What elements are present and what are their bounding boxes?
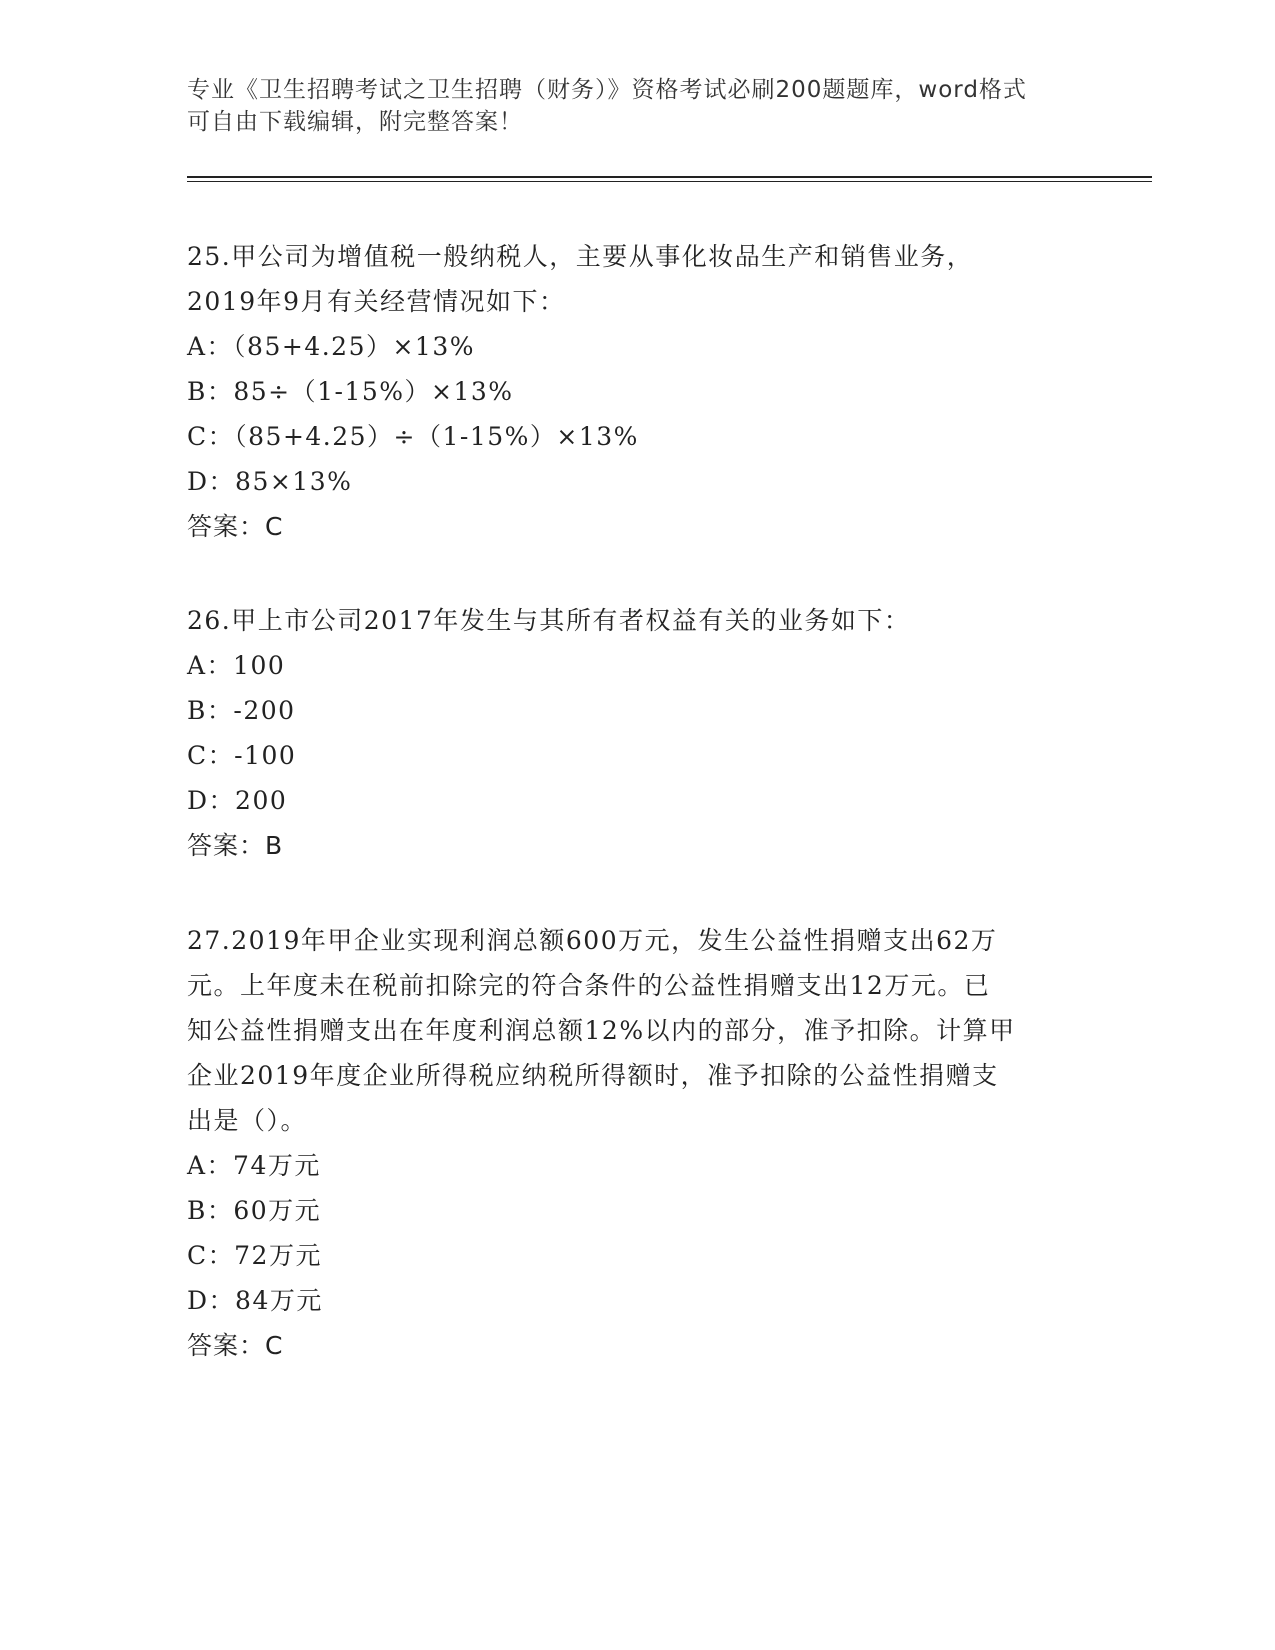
question-stem-line: 知公益性捐赠支出在年度利润总额12%以内的部分，准予扣除。计算甲 [187,1016,1016,1045]
question-stem-line: 出是（）。 [187,1106,308,1135]
document-header [187,74,1067,138]
answer-line: 答案：B [187,831,284,860]
header-line: 专业《卫生招聘考试之卫生招聘（财务）》资格考试必刷200题题库，word格式 [187,77,1027,103]
answer-line: 答案：C [187,512,284,541]
option-b: B：60万元 [187,1196,322,1225]
option-b: B：85÷（1-15%）×13% [187,377,514,406]
question-block [187,234,1087,549]
question-stem [187,234,1087,324]
question-stem-line: 2019年9月有关经营情况如下： [187,287,566,316]
option-d: D：84万元 [187,1286,323,1315]
option-b: B：-200 [187,696,296,725]
question-stem-line: 25.甲公司为增值税一般纳税人，主要从事化妆品生产和销售业务， [187,242,974,271]
option-c: C：72万元 [187,1241,322,1270]
option-a: A：100 [187,651,286,680]
option-d: D：200 [187,786,288,815]
question-stem [187,598,1087,643]
option-a: A：74万元 [187,1151,321,1180]
question-stem-line: 27.2019年甲企业实现利润总额600万元，发生公益性捐赠支出62万 [187,926,998,955]
answer-line: 答案：C [187,1331,284,1360]
option-a: A：（85+4.25）×13% [187,332,475,361]
option-c: C：（85+4.25）÷（1-15%）×13% [187,422,639,451]
header-divider [187,176,1152,182]
question-stem-line: 企业2019年度企业所得税应纳税所得额时，准予扣除的公益性捐赠支 [187,1061,999,1090]
question-stem-line: 元。上年度未在税前扣除完的符合条件的公益性捐赠支出12万元。已 [187,971,991,1000]
question-stem-line: 26.甲上市公司2017年发生与其所有者权益有关的业务如下： [187,606,911,635]
option-c: C：-100 [187,741,297,770]
header-line: 可自由下载编辑，附完整答案！ [187,109,523,135]
question-block [187,918,1087,1368]
question-stem [187,918,1087,1143]
question-block [187,598,1087,868]
option-d: D：85×13% [187,467,353,496]
